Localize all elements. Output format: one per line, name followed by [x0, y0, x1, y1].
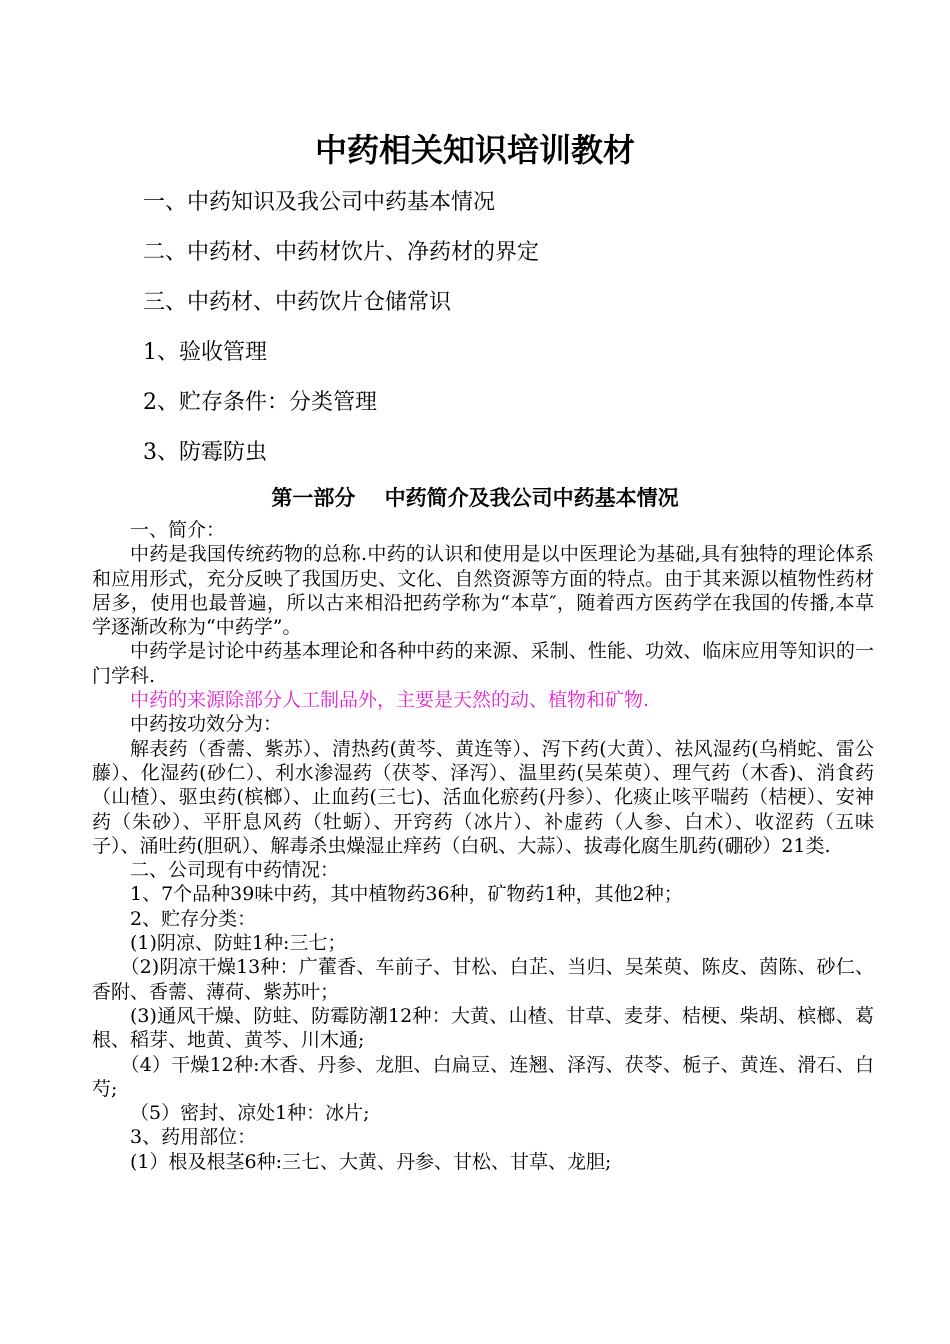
document-title: 中药相关知识培训教材: [314, 131, 635, 169]
list-item: (1）根及根茎6种:三七、大黄、丹参、甘松、甘草、龙胆;: [130, 1150, 612, 1173]
toc-item: 三、中药材、中药饮片仓储常识: [143, 290, 452, 315]
section-body: [92, 518, 874, 1174]
list-item: （4）干燥12种:木香、丹参、龙胆、白扁豆、连翘、泽泻、茯苓、栀子、黄连、滑石、白芍;: [92, 1053, 874, 1100]
list-item: (3)通风干燥、防蛀、防霉防潮12种：大黄、山楂、甘草、麦芽、桔梗、柴胡、槟榔、葛根、稻芽、地黄、黄芩、川木通;: [92, 1004, 874, 1052]
highlighted-paragraph: 中药的来源除部分人工制品外，主要是天然的动、植物和矿物.: [130, 689, 650, 712]
paragraph: 解表药（香薷、紫苏）、清热药(黄芩、黄连等）、泻下药(大黄）、祛风湿药(乌梢蛇、雷公藤）、化湿药(砂仁）、利水渗湿药（茯苓、泽泻）、温里药(吴茱萸）、理气药（木香)、消食药（山楂）、驱虫药(槟榔）、止血药(三七)、活血化瘀药(丹参）、化痰止咳平喘药（桔梗）、安神药（朱砂）、平肝息风药（牡蛎）、开窍药（冰片）、补虚药（人参、白术）、收涩药（五味子）、涌吐药(胆矾）、解毒杀虫燥湿止痒药（白矾、大蒜）、拔毒化腐生肌药(硼砂）21类.: [92, 737, 874, 857]
list-item: 2、贮存分类：: [130, 907, 257, 930]
section-heading-part1: 第一部分 中药简介及我公司中药基本情况: [271, 485, 679, 510]
toc-item: 3、防霉防虫: [143, 440, 267, 465]
intro-heading: 一、简介：: [130, 519, 226, 541]
table-of-contents: [143, 178, 539, 478]
list-item: 1、7个品种39味中药，其中植物药36种，矿物药1种，其他2种；: [130, 883, 683, 906]
list-item: 3、药用部位：: [130, 1126, 257, 1149]
paragraph: 中药学是讨论中药基本理论和各种中药的来源、采制、性能、功效、临床应用等知识的一门学科.: [92, 640, 874, 687]
paragraph: 中药是我国传统药物的总称.中药的认识和使用是以中医理论为基础,具有独特的理论体系和应用形式，充分反映了我国历史、文化、自然资源等方面的特点。由于其来源以植物性药材居多，使用也最普遍，所以古来相沿把药学称为“本草″，随着西方医药学在我国的传播,本草学逐渐改称为“中药学”。: [92, 543, 874, 639]
list-item: （5）密封、凉处1种：冰片;: [130, 1102, 370, 1125]
toc-item: 1、验收管理: [143, 340, 267, 365]
list-item: （2)阴凉干燥13种：广藿香、车前子、甘松、白芷、当归、吴茱萸、陈皮、茵陈、砂仁、香附、香薷、薄荷、紫苏叶；: [92, 956, 874, 1003]
toc-item: 一、中药知识及我公司中药基本情况: [143, 190, 496, 215]
status-heading: 二、公司现有中药情况：: [130, 859, 340, 882]
list-item: (1)阴凉、防蛀1种:三七；: [130, 932, 347, 955]
toc-item: 2、贮存条件：分类管理: [143, 390, 377, 415]
toc-item: 二、中药材、中药材饮片、净药材的界定: [143, 240, 540, 265]
paragraph: 中药按功效分为：: [130, 713, 283, 736]
